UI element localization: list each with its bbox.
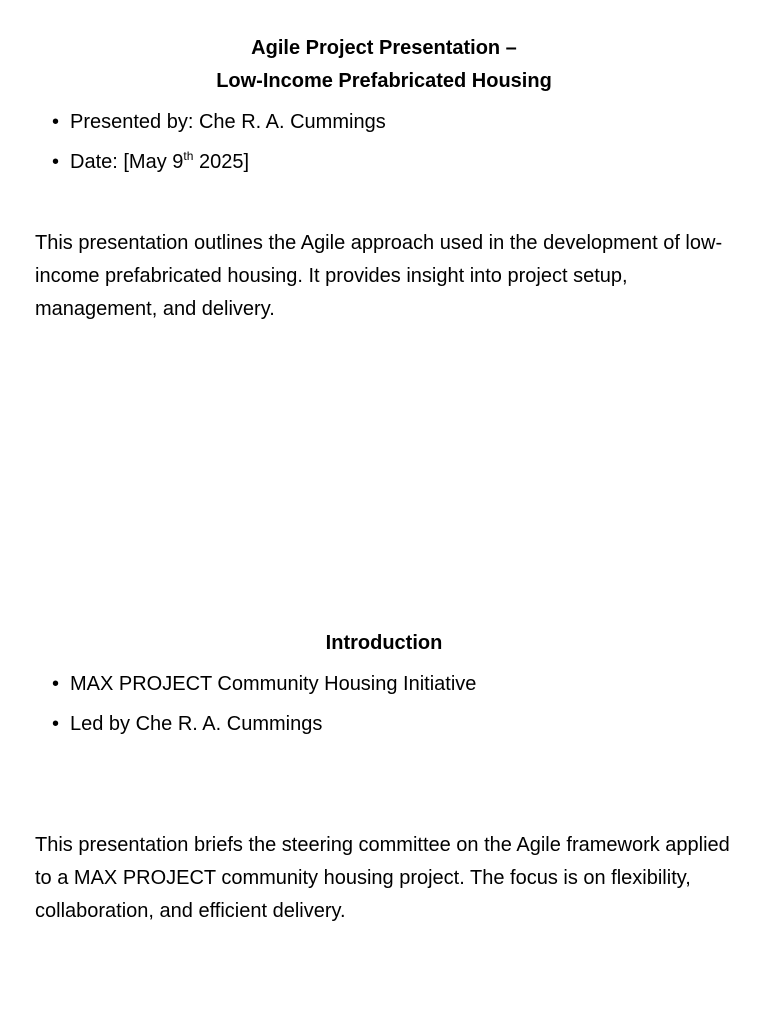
- date-superscript: th: [183, 149, 194, 163]
- leader-text: Led by Che R. A. Cummings: [70, 713, 323, 735]
- initiative-text: MAX PROJECT Community Housing Initiative: [70, 673, 477, 695]
- bullet-icon: •: [52, 673, 60, 695]
- date-text: [70, 151, 249, 173]
- introduction-title: Introduction: [325, 632, 443, 654]
- list-item: [52, 108, 386, 148]
- presentation-title: [0, 32, 768, 98]
- date-prefix: Date: [May 9: [70, 151, 184, 173]
- bullet-icon: •: [52, 111, 60, 133]
- introduction-bullet-list: [52, 670, 476, 750]
- presenter-text: Presented by: Che R. A. Cummings: [70, 111, 386, 133]
- title-line-2: Low-Income Prefabricated Housing: [216, 70, 552, 92]
- bullet-icon: •: [52, 713, 60, 735]
- title-line-1: Agile Project Presentation –: [251, 37, 517, 59]
- list-item: [52, 670, 476, 710]
- date-suffix: 2025]: [193, 151, 250, 173]
- list-item: [52, 148, 386, 188]
- list-item: [52, 710, 476, 750]
- bullet-icon: •: [52, 151, 60, 173]
- introduction-heading: [0, 627, 768, 660]
- presenter-bullet-list: [52, 108, 386, 188]
- intro-paragraph: This presentation outlines the Agile approach used in the development of low-income prefabricated housing. It provides insight into project setup, management, and delivery.: [35, 232, 723, 320]
- briefing-paragraph: This presentation briefs the steering committee on the Agile framework applied to a MAX PROJECT community housing project. The focus is on flexibility, collaboration, and efficient delivery.: [35, 834, 730, 922]
